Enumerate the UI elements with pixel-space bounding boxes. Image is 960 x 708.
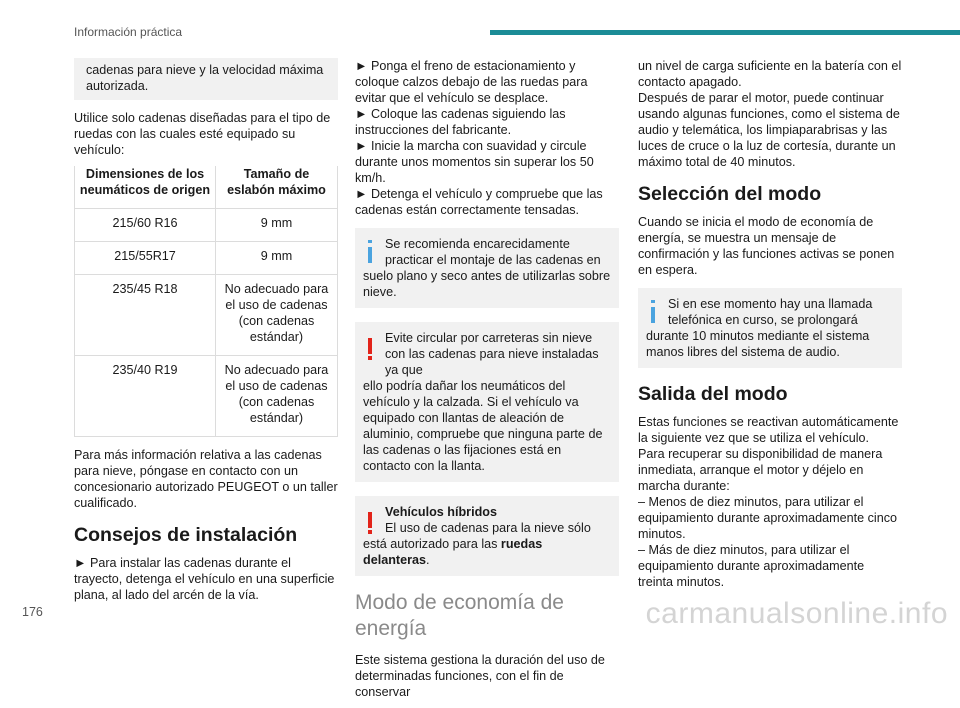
chapter-heading-energy-economy: Modo de economía de energía: [355, 591, 564, 640]
table-cell: 215/55R17: [75, 242, 216, 275]
shaded-continuation: [74, 58, 338, 100]
table-row: [75, 209, 338, 242]
exit-text: Para recuperar su disponibilidad de manera inmediata, arranque el motor y déjelo en marcha durante:: [638, 447, 883, 493]
page-number: 176: [22, 605, 43, 619]
warning-icon: [368, 334, 372, 360]
info-note: [638, 288, 902, 368]
table-cell: 9 mm: [216, 242, 338, 275]
info-note-first-line: Si en ese momento hay una llamada telefónica en curso, se prolongará: [668, 297, 873, 327]
install-step: ► Detenga el vehículo y compruebe que las cadenas están correctamente tensadas.: [355, 187, 603, 217]
table-row: [75, 242, 338, 275]
column-1: [74, 58, 338, 611]
table-cell: 9 mm: [216, 209, 338, 242]
hybrid-warning-note: [355, 496, 619, 576]
info-icon: [368, 240, 372, 263]
warning-icon: [368, 508, 372, 534]
running-header: Información práctica: [74, 25, 183, 39]
table-row: [75, 356, 338, 437]
energy-intro: Este sistema gestiona la duración del uso de determinadas funciones, con el fin de conservar: [355, 653, 605, 699]
table-row: [75, 275, 338, 356]
hybrid-warning-line2: está autorizado para las: [363, 537, 501, 551]
table-cell: 235/45 R18: [75, 275, 216, 356]
dealer-info: Para más información relativa a las cadenas para nieve, póngase en contacto con un concesionario autorizado PEUGEOT o un taller cualificado.: [74, 448, 338, 510]
section-heading-installation: Consejos de instalación: [74, 524, 298, 546]
column-3: [638, 58, 902, 590]
install-step: ► Coloque las cadenas siguiendo las instrucciones del fabricante.: [355, 107, 566, 137]
section-heading-mode-selection: Selección del modo: [638, 183, 822, 205]
info-icon: [651, 300, 655, 323]
table-cell: 235/40 R19: [75, 356, 216, 437]
warning-note-first-line: Evite circular por carreteras sin nieve con las cadenas para nieve instaladas ya que: [385, 331, 599, 377]
install-step: ► Inicie la marcha con suavidad y circule durante unos momentos sin superar los 50 km/h.: [355, 139, 594, 185]
install-step: ► Ponga el freno de estacionamiento y coloque calzos debajo de las ruedas para evitar que el vehículo se desplace.: [355, 59, 588, 105]
info-note-first-line: Se recomienda encarecidamente practicar el montaje de las cadenas en: [385, 237, 601, 267]
column-2: [355, 58, 619, 708]
hybrid-warning-title: Vehículos híbridos: [385, 505, 497, 519]
hybrid-warning-end: .: [426, 553, 430, 567]
install-step: ► Para instalar las cadenas durante el trayecto, detenga el vehículo en una superficie plana, al lado del arcén de la vía.: [74, 556, 335, 602]
energy-continuation: un nivel de carga suficiente en la batería con el contacto apagado.: [638, 59, 902, 89]
shaded-text: cadenas para nieve y la velocidad máxima autorizada.: [86, 63, 324, 93]
table-cell: 215/60 R16: [75, 209, 216, 242]
warning-note: [355, 322, 619, 482]
warning-note-text: ello podría dañar los neumáticos del vehículo y la calzada. Si el vehículo va equipado con llantas de aleación de aluminio, compruebe que ninguna parte de las cadenas o las fijaciones está en contacto con la llanta.: [363, 379, 603, 473]
watermark: carmanualsonline.info: [645, 597, 948, 630]
table-cell: No adecuado para el uso de cadenas (con cadenas estándar): [216, 275, 338, 356]
selection-text: Cuando se inicia el modo de economía de energía, se muestra un mensaje de confirmación y las funciones activas se ponen en espera.: [638, 215, 895, 277]
table-cell: No adecuado para el uso de cadenas (con cadenas estándar): [216, 356, 338, 437]
table-header-tyre: Dimensiones de los neumáticos de origen: [75, 166, 216, 209]
hybrid-warning-bold: ruedas delanteras: [363, 537, 543, 567]
exit-text: Estas funciones se reactivan automáticamente la siguiente vez que se utiliza el vehículo.: [638, 415, 899, 445]
exit-item: – Más de diez minutos, para utilizar el equipamiento durante aproximadamente treinta minutos.: [638, 543, 865, 589]
chain-size-table: [74, 166, 338, 437]
info-note: [355, 228, 619, 308]
hybrid-warning-line1: El uso de cadenas para la nieve sólo: [385, 521, 591, 535]
header-accent-bar: [490, 30, 960, 35]
energy-functions: Después de parar el motor, puede continuar usando algunas funciones, como el sistema de audio y telemática, los limpiaparabrisas y las luces de cruce o la luz de cortesía, durante un máximo total de 40 minutos.: [638, 91, 900, 169]
section-heading-mode-exit: Salida del modo: [638, 383, 788, 405]
table-header-link: Tamaño de eslabón máximo: [216, 166, 338, 209]
chain-intro: Utilice solo cadenas diseñadas para el tipo de ruedas con las cuales esté equipado su vehículo:: [74, 111, 331, 157]
info-note-text: durante 10 minutos mediante el sistema manos libres del sistema de audio.: [646, 329, 870, 359]
info-note-text: suelo plano y seco antes de utilizarlas sobre nieve.: [363, 269, 611, 299]
exit-item: – Menos de diez minutos, para utilizar el equipamiento durante aproximadamente cinco minutos.: [638, 495, 898, 541]
table-header-row: [75, 166, 338, 209]
